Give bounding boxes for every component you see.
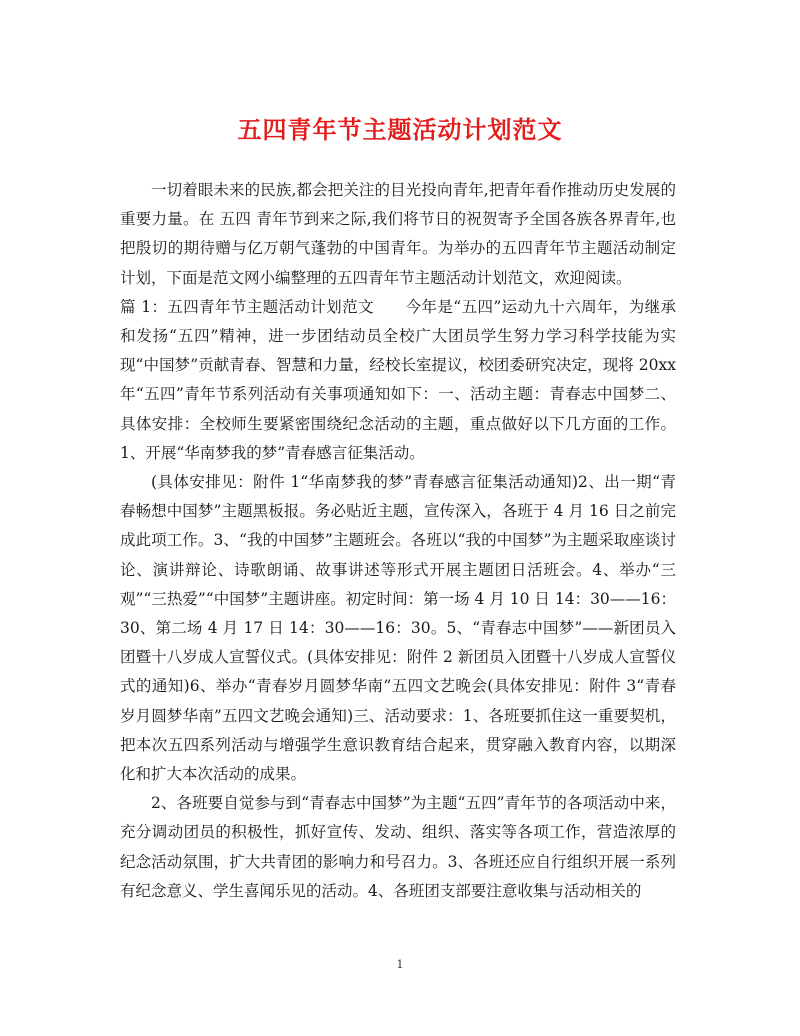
paragraph-article-one: 篇 1：五四青年节主题活动计划范文 今年是“五四”运动九十六周年，为继承和发扬“五四”精神，进一步团结动员全校广大团员学生努力学习科学技能为实现“中国梦”贡献青春、智慧和力量，经校长室提议，校团委研究决定，现将 20xx 年“五四”青年节系列活动有关事项通知如下：一、活动主题：青春志中国梦二、具体安排：全校师生要紧密围绕纪念活动的主题，重点做好以下几方面的工作。1、开展“华南梦我的梦”青春感言征集活动。 [120, 297, 676, 462]
paragraph-requirements: 2、各班要自觉参与到“青春志中国梦”为主题“五四”青年节的各项活动中来，充分调动团员的积极性，抓好宣传、发动、组织、落实等各项工作，营造浓厚的纪念活动氛围，扩大共青团的影响力和号召力。3、各班还应自行组织开展一系列有纪念意义、学生喜闻乐见的活动。4、各班团支部要注意收集与活动相关的 [120, 794, 676, 900]
page-number: 1 [396, 958, 404, 971]
document-title: 五四青年节主题活动计划范文 [237, 115, 563, 144]
paragraph-arrangements: (具体安排见：附件 1“华南梦我的梦”青春感言征集活动通知)2、出一期“青春畅想中国梦”主题黑板报。务必贴近主题，宣传深入，各班于 4 月 16 日之前完成此项工作。3、“我的中国梦”主题班会。各班以“我的中国梦”为主题采取座谈讨论、演讲辩论、诗歌朗诵、故事讲述等形式开展主题团日活班会。4、举办“三观”“三热爱”“中国梦”主题讲座。初定时间：第一场 4 月 10 日 14：30——16：30、第二场 4 月 17 日 14：30——16：30。5、“青春志中国梦”——新团员入团暨十八岁成人宣誓仪式。(具体安排见：附件 2 新团员入团暨十八岁成人宣誓仪式的通知)6、举办“青春岁月圆梦华南”五四文艺晚会(具体安排见：附件 3“青春岁月圆梦华南”五四文艺晚会通知)三、活动要求：1、各班要抓住这一重要契机，把本次五四系列活动与增强学生意识教育结合起来，贯穿融入教育内容，以期深化和扩大本次活动的成果。 [120, 473, 677, 784]
document-body [120, 176, 676, 906]
paragraph-intro: 一切着眼未来的民族,都会把关注的目光投向青年,把青年看作推动历史发展的重要力量。在 五四 青年节到来之际,我们将节日的祝贺寄予全国各族各界青年,也把殷切的期待赠与亿万朝气蓬勃的中国青年。为举办的五四青年节主题活动制定计划，下面是范文网小编整理的五四青年节主题活动计划范文，欢迎阅读。 [120, 181, 676, 287]
